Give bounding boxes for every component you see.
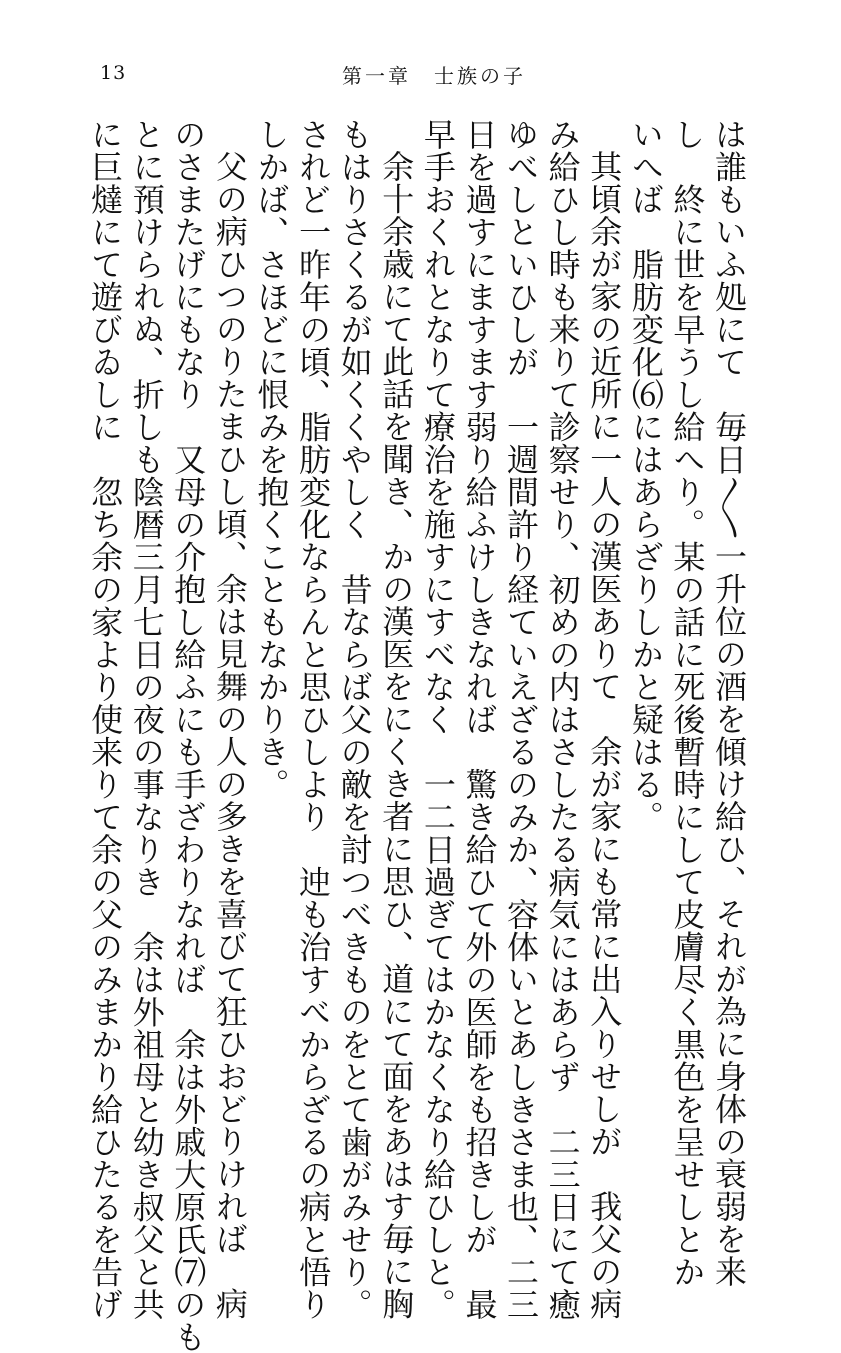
text-line: とに預けられぬ、折しも陰暦三月七日の夜の事なりき 余は外祖母と幼き叔父と共: [127, 118, 166, 1321]
text-line: 其頃余が家の近所に一人の漢医ありて 余が家にも常に出入りせしが 我父の病: [585, 150, 624, 1320]
text-line: に巨燵にて遊びゐしに 忽ち余の家より使来りて余の父のみまかり給ひたるを告げ: [86, 118, 125, 1321]
text-line: し 終に世を早うし給へり。某の話に死後暫時にして皮膚尽く黒色を呈せしとか: [668, 118, 707, 1288]
text-line: 父の病ひつのりたまひし頃、余は見舞の人の多きを喜びて狂ひおどりければ 病: [210, 150, 249, 1320]
text-line: のさまたげにもなり 又母の介抱し給ふにも手ざわりなれば 余は外戚大原氏⑺のも: [169, 118, 208, 1353]
running-head: 第一章 士族の子: [342, 64, 526, 88]
text-line: もはりさくるが如くくやしく 昔ならば父の敵を討つべきものをとて歯がみせり。: [335, 118, 374, 1321]
text-line: は誰もいふ処にて 毎日〳〵一升位の酒を傾け給ひ、それが為に身体の衰弱を来: [710, 118, 748, 1288]
text-line: み給ひし時も来りて診察せり、初めの内はさしたる病気にはあらず 二三日にて癒: [543, 118, 582, 1321]
text-line: 早手おくれとなりて療治を施すにすべなく 一二日過ぎてはかなくなり給ひしと。: [418, 118, 457, 1321]
page-number: 13: [100, 62, 127, 84]
text-line: 日を過すにますます弱り給ふけしきなれば 驚き給ひて外の医師をも招きしが 最: [460, 118, 499, 1321]
text-line: されど一昨年の頃、脂肪変化ならんと思ひしより 迚も治すべからざるの病と悟り: [294, 118, 333, 1321]
text-line: しかば、さほどに恨みを抱くこともなかりき。: [252, 118, 291, 801]
text-line: ゆべしといひしが 一週間許り経ていえざるのみか、容体いとあしきさま也、二三: [502, 118, 541, 1321]
text-line: 余十余歳にて此話を聞き、かの漢医をにくき者に思ひ、道にて面をあはす毎に胸: [377, 150, 416, 1320]
text-line: いへば 脂肪変化⑹にはあらざりしかと疑はる。: [626, 118, 665, 833]
body-text: [86, 118, 749, 1353]
